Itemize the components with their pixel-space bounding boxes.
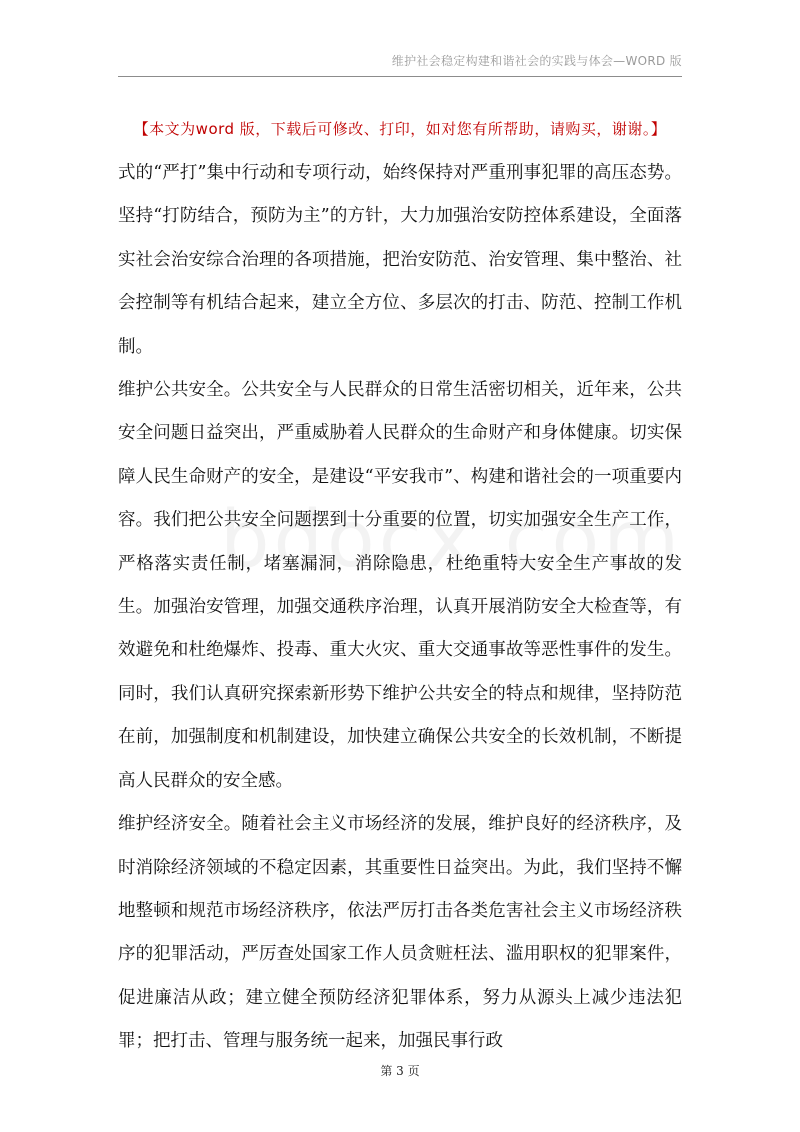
page-number: 第 3 页 xyxy=(380,1064,420,1078)
body-paragraph-3: 维护经济安全。随着社会主义市场经济的发展，维护良好的经济秩序，及时消除经济领域的不稳定因素，其重要性日益突出。为此，我们坚持不懈地整顿和规范市场经济秩序，依法严厉打击各类危害社会主义市场经济秩序的犯罪活动，严厉查处国家工作人员贪赃枉法、滥用职权的犯罪案件，促进廉洁从政；建立健全预防经济犯罪体系，努力从源头上减少违法犯罪；把打击、管理与服务统一起来，加强民事行政 xyxy=(118,814,682,1052)
header-divider xyxy=(118,76,682,77)
body-paragraph-2: 维护公共安全。公共安全与人民群众的日常生活密切相关，近年来，公共安全问题日益突出，严重威胁着人民群众的生命财产和身体健康。切实保障人民生命财产的安全，是建设“平安我市”、构建和谐社会的一项重要内容。我们把公共安全问题摆到十分重要的位置，切实加强安全生产工作，严格落实责任制，堵塞漏洞，消除隐患，杜绝重特大安全生产事故的发生。加强治安管理，加强交通秩序治理，认真开展消防安全大检查等，有效避免和杜绝爆炸、投毒、重大火灾、重大交通事故等恶性事件的发生。同时，我们认真研究探索新形势下维护公共安全的特点和规律，坚持防范在前，加强制度和机制建设，加快建立确保公共安全的长效机制，不断提高人民群众的安全感。 xyxy=(118,380,682,791)
page-header-title: 维护社会稳定构建和谐社会的实践与体会—WORD 版 xyxy=(391,54,682,68)
download-notice: 【本文为word 版，下载后可修改、打印，如对您有所帮助，请购买，谢谢。】 xyxy=(133,120,667,138)
document-body xyxy=(118,152,682,1064)
body-paragraph-1: 式的“严打”集中行动和专项行动，始终保持对严重刑事犯罪的高压态势。坚持“打防结合，预防为主”的方针，大力加强治安防控体系建设，全面落实社会治安综合治理的各项措施，把治安防范、治安管理、集中整治、社会控制等有机结合起来，建立全方位、多层次的打击、防范、控制工作机制。 xyxy=(118,163,682,357)
